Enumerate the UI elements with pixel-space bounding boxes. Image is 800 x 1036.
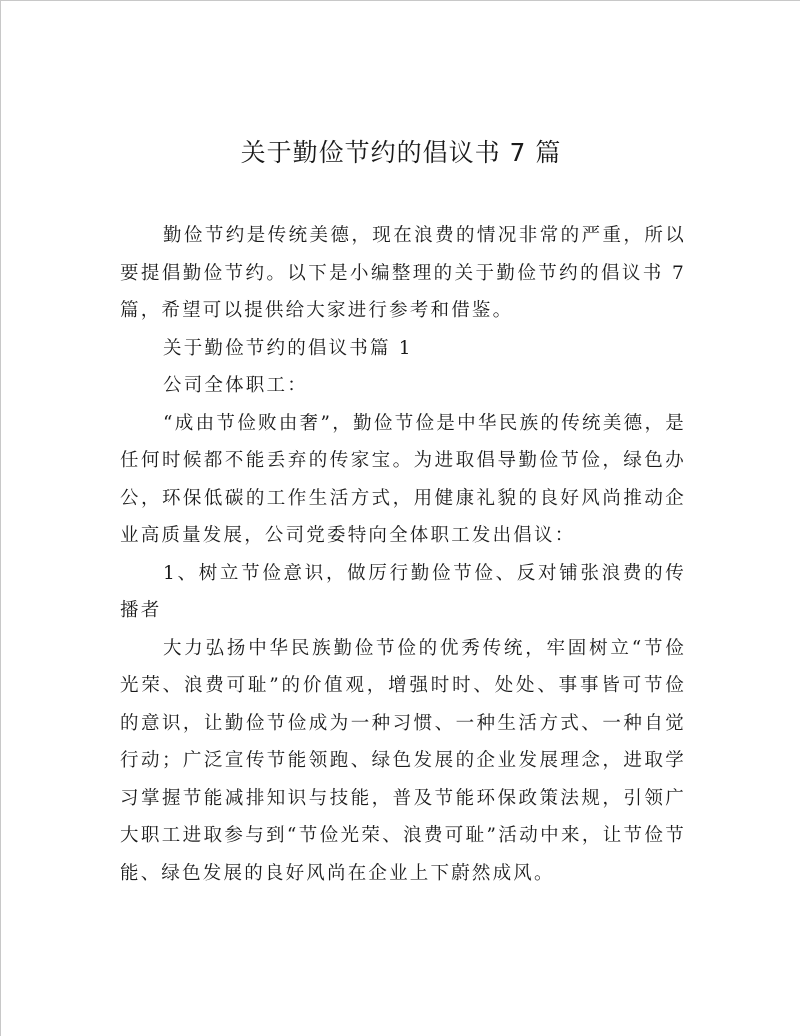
- point-heading: 1、树立节俭意识，做厉行勤俭节俭、反对铺张浪费的传播者: [120, 562, 686, 621]
- document-title: 关于勤俭节约的倡议书 7 篇: [240, 138, 562, 167]
- salutation: 公司全体职工：: [163, 375, 308, 396]
- document-body: [120, 217, 686, 892]
- body-paragraph: “成由节俭败由奢”，勤俭节俭是中华民族的传统美德，是任何时候都不能丢弃的传家宝。为进取倡导勤俭节俭，绿色办公，环保低碳的工作生活方式，用健康礼貌的良好风尚推动企业高质量发展，公司党委特向全体职工发出倡议：: [120, 412, 686, 546]
- intro-paragraph: 勤俭节约是传统美德，现在浪费的情况非常的严重，所以要提倡勤俭节约。以下是小编整理的关于勤俭节约的倡议书 7 篇，希望可以提供给大家进行参考和借鉴。: [120, 225, 686, 321]
- section-heading: 关于勤俭节约的倡议书篇 1: [163, 337, 413, 359]
- body-paragraph: 大力弘扬中华民族勤俭节俭的优秀传统，牢固树立“节俭光荣、浪费可耻”的价值观，增强时时、处处、事事皆可节俭的意识，让勤俭节俭成为一种习惯、一种生活方式、一种自觉行动；广泛宣传节能领跑、绿色发展的企业发展理念，进取学习掌握节能减排知识与技能，普及节能环保政策法规，引领广大职工进取参与到“节俭光荣、浪费可耻”活动中来，让节俭节能、绿色发展的良好风尚在企业上下蔚然成风。: [120, 637, 686, 884]
